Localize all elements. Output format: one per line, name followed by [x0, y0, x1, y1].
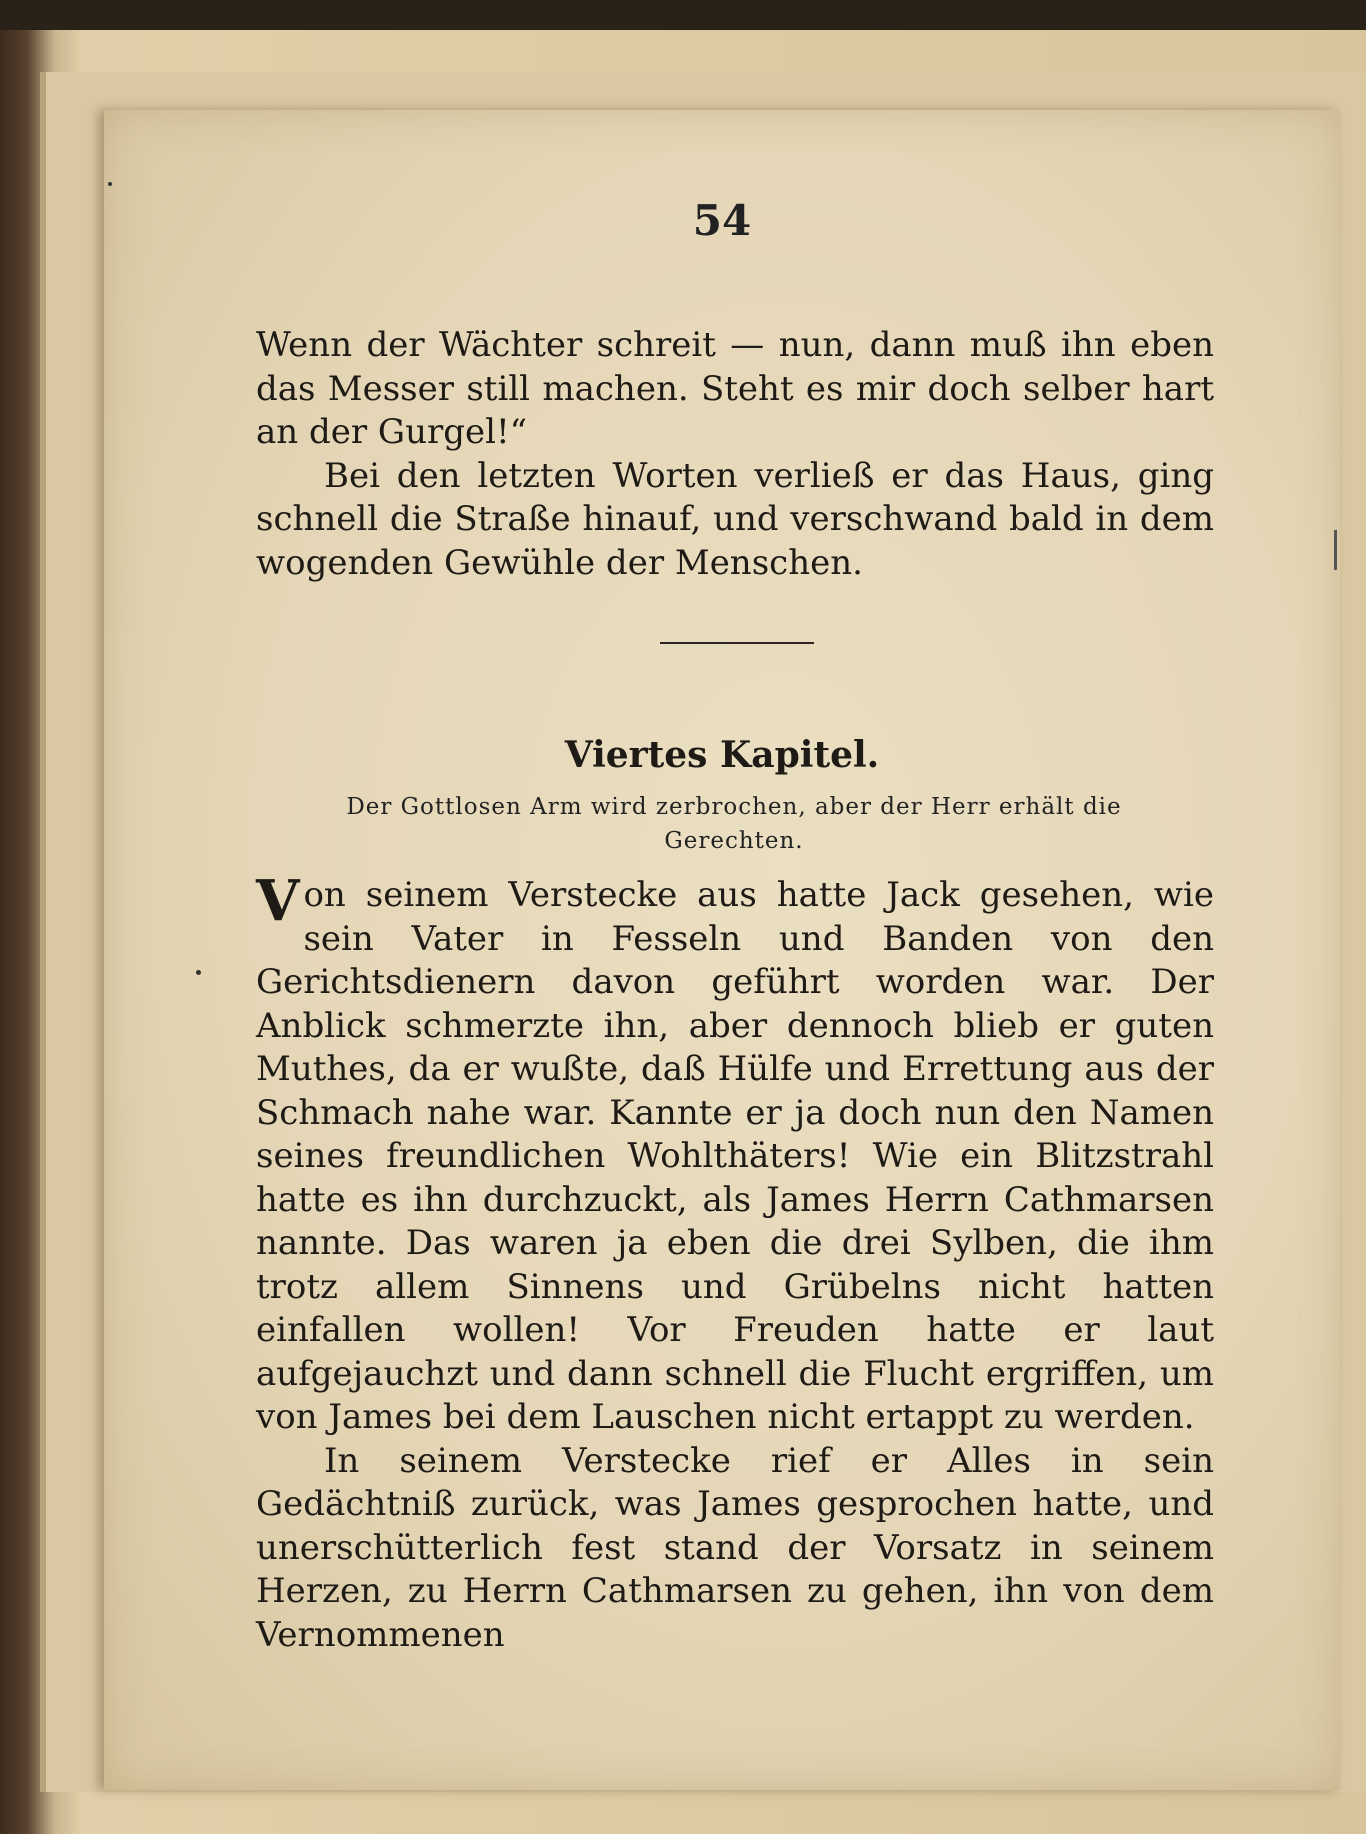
page-number: 54 [692, 196, 752, 245]
ink-speck [108, 182, 112, 186]
chapter-epigraph: Der Gottlosen Arm wird zerbrochen, aber der Herr erhält die Gerechten. [346, 794, 1122, 854]
section-divider [660, 642, 814, 644]
paragraph-3-text: on seinem Verstecke aus hatte Jack gesehen, wie sein Vater in Fesseln und Banden von den Gerichtsdienern davon geführt worden war. Der Anblick schmerzte ihn, aber dennoch blieb er guten Muthes, da er wußte, daß Hülfe und Errettung aus der Schmach nahe war. Kannte er ja doch nun den Namen seines freundlichen Wohlthäters! Wie ein Blitzstrahl hatte es ihn durchzuckt, als James Herrn Cathmarsen nannte. Das waren ja eben die drei Sylben, die ihm trotz allem Sinnens und Grübelns nicht hatten einfallen wollen! Vor Freuden hatte er laut aufgejauchzt und dann schnell die Flucht ergriffen, um von James bei dem Lauschen nicht ertappt zu werden. [256, 875, 1214, 1437]
ink-speck [196, 970, 201, 975]
chapter-title: Viertes Kapitel. [564, 734, 880, 776]
paragraph-4: In seinem Verstecke rief er Alles in sein Gedächtniß zurück, was James gesprochen hatte, und unerschütterlich fest stand der Vorsatz in seinem Herzen, zu Herrn Cathmarsen zu gehen, ihn von dem Vernommenen [256, 1440, 1214, 1655]
drop-cap: V [256, 868, 300, 934]
page-edge-shadow [1334, 530, 1337, 570]
book-page [104, 110, 1340, 1790]
body-text-block [256, 868, 1214, 1657]
book [0, 30, 1366, 1834]
paragraph-2: Bei den letzten Worten verließ er das Haus, ging schnell die Straße hinauf, und verschwand bald in dem wogenden Gewühle der Menschen. [256, 455, 1214, 583]
paragraph-3 [256, 868, 1214, 1440]
top-text-block [256, 324, 1214, 585]
paragraph-1: Wenn der Wächter schreit — nun, dann muß ihn eben das Messer still machen. Steht es mir doch selber hart an der Gurgel!“ [256, 325, 1214, 452]
